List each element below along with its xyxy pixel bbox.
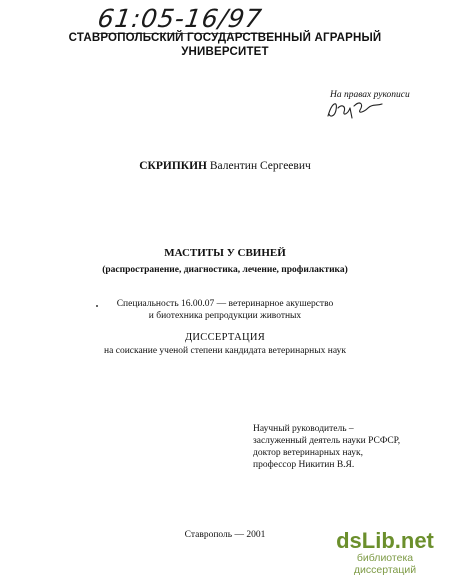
institution-line-2: УНИВЕРСИТЕТ	[181, 46, 269, 58]
dslib-logo	[326, 530, 444, 552]
supervisor-line-2: заслуженный деятель науки РСФСР,	[253, 436, 401, 446]
author-name	[0, 160, 450, 172]
supervisor-line-4: профессор Никитин В.Я.	[253, 460, 355, 470]
document-type: ДИССЕРТАЦИЯ	[184, 332, 266, 343]
thesis-subtitle: (распространение, диагностика, лечение, профилактика)	[102, 265, 348, 275]
logo-main: dsLib	[336, 528, 395, 553]
logo-tld: .net	[394, 528, 434, 553]
thesis-title: МАСТИТЫ У СВИНЕЙ	[164, 247, 286, 259]
signature-icon	[324, 96, 386, 122]
institution-name	[30, 31, 420, 59]
city-year: Ставрополь — 2001	[184, 530, 266, 540]
dslib-watermark	[326, 530, 444, 576]
author-surname: СКРИПКИН	[139, 160, 208, 172]
supervisor-line-1: Научный руководитель –	[253, 424, 354, 434]
degree-statement: на соискание ученой степени кандидата ветеринарных наук	[104, 346, 346, 356]
supervisor-block	[253, 423, 400, 471]
watermark-caption: библиотека диссертаций	[353, 552, 417, 576]
specialty	[0, 299, 450, 322]
institution-line-1: СТАВРОПОЛЬСКИЙ ГОСУДАРСТВЕННЫЙ АГРАРНЫЙ	[68, 32, 382, 44]
supervisor-line-3: доктор ветеринарных наук,	[253, 448, 364, 458]
manuscript-rights-note: На правах рукописи	[330, 90, 410, 100]
handwritten-catalog-number: 61:05-16/97	[95, 4, 265, 33]
author-given-names: Валентин Сергеевич	[209, 160, 311, 172]
specialty-line-2: и биотехника репродукции животных	[148, 310, 302, 321]
specialty-line-1: Специальность 16.00.07 — ветеринарное акушерство	[116, 299, 334, 309]
